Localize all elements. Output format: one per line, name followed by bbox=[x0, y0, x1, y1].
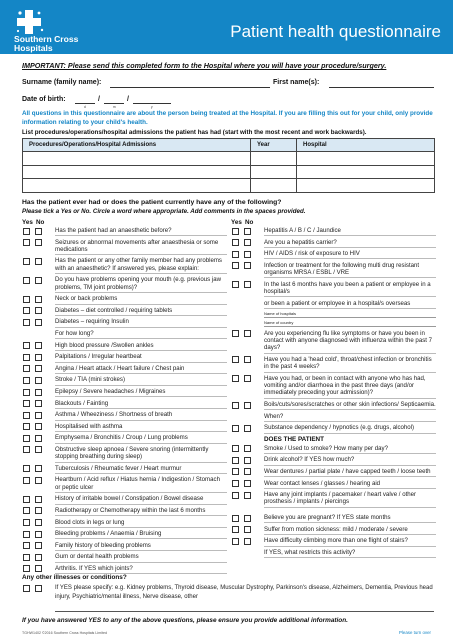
other-illnesses-answer-line[interactable] bbox=[55, 611, 434, 612]
yes-checkbox[interactable] bbox=[232, 526, 239, 533]
question-text: Family history of bleeding problems bbox=[55, 542, 227, 551]
no-checkbox[interactable] bbox=[244, 402, 251, 409]
question-text: Obstructive sleep apnoea / Severe snoring (intermittently stopping breathing during sleep) bbox=[55, 446, 227, 463]
no-header-right: No bbox=[245, 219, 254, 226]
question-row bbox=[22, 365, 227, 374]
surname-label: Surname (family name): bbox=[22, 79, 102, 86]
yes-checkbox[interactable] bbox=[23, 319, 30, 326]
table-cell[interactable] bbox=[251, 165, 297, 179]
yes-checkbox[interactable] bbox=[23, 377, 30, 384]
question-text: Diabetes – diet controlled / requiring tablets bbox=[55, 307, 227, 316]
header-banner bbox=[0, 0, 453, 54]
no-checkbox[interactable] bbox=[35, 531, 42, 538]
question-text: HIV / AIDS / risk of exposure to HIV bbox=[264, 250, 436, 259]
question-row bbox=[231, 262, 436, 279]
no-checkbox[interactable] bbox=[35, 228, 42, 235]
question-text: Stroke / TIA (mini strokes) bbox=[55, 376, 227, 385]
other-illnesses-text: If YES please specify: e.g. Kidney problems, Thyroid disease, Muscular Dystrophy, Parkinson's disease, Alzheimers, Dementia, Previous head injury, Psychiatric/mental illness, Nerve disease, other bbox=[55, 585, 433, 600]
yes-checkbox[interactable] bbox=[232, 375, 239, 382]
question-row bbox=[22, 239, 227, 256]
no-checkbox[interactable] bbox=[35, 319, 42, 326]
no-checkbox[interactable] bbox=[35, 307, 42, 314]
yes-checkbox[interactable] bbox=[23, 565, 30, 572]
question-text: Have difficulty climbing more than one flight of stairs? bbox=[264, 537, 436, 546]
no-checkbox[interactable] bbox=[35, 296, 42, 303]
yes-checkbox[interactable] bbox=[232, 492, 239, 499]
question-row bbox=[22, 423, 227, 432]
yes-checkbox[interactable] bbox=[23, 542, 30, 549]
no-checkbox[interactable] bbox=[35, 519, 42, 526]
question-text: Has the patient or any other family member had any problems with an anaesthetic? If answered yes, please explain: bbox=[55, 257, 227, 274]
procedures-table bbox=[22, 138, 435, 193]
table-header-hospital: Hospital bbox=[297, 139, 435, 152]
yes-checkbox[interactable] bbox=[232, 251, 239, 258]
yes-checkbox[interactable] bbox=[232, 262, 239, 269]
question-text: Seizures or abnormal movements after anaesthesia or some medications bbox=[55, 239, 227, 256]
table-header-year: Year bbox=[251, 139, 297, 152]
brand-name-line2: Hospitals bbox=[14, 43, 53, 53]
question-text: Infection or treatment for the following multi drug resistant organisms MRSA / ESBL / VRE bbox=[264, 262, 436, 279]
other-illnesses-title: Any other illnesses or conditions? bbox=[22, 574, 127, 581]
question-text: Hepatitis A / B / C / Jaundice bbox=[264, 227, 436, 236]
no-checkbox[interactable] bbox=[244, 262, 251, 269]
other-illnesses-row bbox=[22, 584, 434, 601]
dob-hint-month: m bbox=[113, 105, 116, 109]
question-row bbox=[22, 307, 227, 316]
question-row bbox=[231, 250, 436, 259]
yes-checkbox[interactable] bbox=[23, 412, 30, 419]
question-row bbox=[22, 446, 227, 463]
question-text: Have you had, or been in contact with anyone who has had, vomiting and/or diarrhoea in the past three days (and/or immediately preceding your admission)? bbox=[264, 375, 436, 399]
no-checkbox[interactable] bbox=[35, 446, 42, 453]
table-header-procedures: Procedures/Operations/Hospital Admissions bbox=[23, 139, 251, 152]
question-row bbox=[22, 400, 227, 409]
question-row bbox=[22, 257, 227, 274]
yes-header-right: Yes bbox=[231, 219, 242, 226]
question-row bbox=[22, 318, 227, 327]
question-row bbox=[22, 542, 227, 551]
name-of-hospitals-field[interactable]: Name of hospitals bbox=[264, 311, 436, 318]
yes-checkbox[interactable] bbox=[23, 554, 30, 561]
table-cell[interactable] bbox=[297, 179, 435, 193]
no-checkbox[interactable] bbox=[35, 435, 42, 442]
table-cell[interactable] bbox=[251, 152, 297, 166]
question-text: Do you have problems opening your mouth (e.g. previous jaw problems, TM joint problems)? bbox=[55, 276, 227, 293]
question-text: Blackouts / Fainting bbox=[55, 400, 227, 409]
dob-hint-day: d bbox=[84, 105, 86, 109]
yes-checkbox[interactable] bbox=[23, 277, 30, 284]
question-row bbox=[231, 401, 436, 410]
yes-checkbox[interactable] bbox=[23, 400, 30, 407]
question-row bbox=[231, 456, 436, 465]
followup-text[interactable]: If YES, what restricts this activity? bbox=[264, 549, 436, 558]
table-header-row bbox=[23, 139, 435, 152]
question-text: Neck or back problems bbox=[55, 295, 227, 304]
yes-checkbox[interactable] bbox=[23, 585, 30, 592]
page-title: Patient health questionnaire bbox=[230, 22, 441, 41]
question-row bbox=[22, 519, 227, 528]
question-text: Hospitalised with asthma bbox=[55, 423, 227, 432]
question-row bbox=[22, 342, 227, 351]
no-checkbox[interactable] bbox=[244, 251, 251, 258]
questions-right-column bbox=[231, 227, 436, 560]
yes-checkbox[interactable] bbox=[23, 258, 30, 265]
no-checkbox[interactable] bbox=[35, 477, 42, 484]
question-row bbox=[22, 507, 227, 516]
no-checkbox[interactable] bbox=[244, 468, 251, 475]
questions-title: Has the patient ever had or does the patient currently have any of the following? bbox=[22, 199, 282, 206]
no-checkbox[interactable] bbox=[35, 354, 42, 361]
question-row bbox=[22, 330, 227, 339]
yes-checkbox[interactable] bbox=[23, 446, 30, 453]
question-row bbox=[231, 356, 436, 373]
question-text: In the last 6 months have you been a patient or employee in a hospital/s bbox=[264, 281, 436, 298]
no-checkbox[interactable] bbox=[244, 457, 251, 464]
question-text: Gum or dental health problems bbox=[55, 553, 227, 562]
important-notice: IMPORTANT: Please send this completed form to the Hospital where you will have your procedure/surgery. bbox=[22, 61, 387, 70]
no-checkbox[interactable] bbox=[35, 239, 42, 246]
question-row bbox=[22, 434, 227, 443]
yes-checkbox[interactable] bbox=[232, 468, 239, 475]
question-row bbox=[22, 388, 227, 397]
no-checkbox[interactable] bbox=[35, 277, 42, 284]
question-text: Bleeding problems / Anaemia / Bruising bbox=[55, 530, 227, 539]
no-checkbox[interactable] bbox=[35, 377, 42, 384]
yes-checkbox[interactable] bbox=[23, 239, 30, 246]
final-note: If you have answered YES to any of the above questions, please ensure you provide additional information. bbox=[22, 617, 348, 624]
dob-hint-year: y bbox=[151, 105, 153, 109]
no-checkbox[interactable] bbox=[244, 526, 251, 533]
question-row bbox=[231, 549, 436, 558]
no-checkbox[interactable] bbox=[35, 423, 42, 430]
no-header-left: No bbox=[36, 219, 45, 226]
no-checkbox[interactable] bbox=[35, 507, 42, 514]
question-text: High blood pressure /Swollen ankles bbox=[55, 342, 227, 351]
no-checkbox[interactable] bbox=[35, 400, 42, 407]
no-checkbox[interactable] bbox=[35, 365, 42, 372]
question-row bbox=[22, 295, 227, 304]
question-text: Are you a hepatitis carrier? bbox=[264, 239, 436, 248]
question-row bbox=[22, 565, 227, 574]
question-row bbox=[22, 465, 227, 474]
yes-checkbox[interactable] bbox=[232, 457, 239, 464]
table-cell[interactable] bbox=[297, 165, 435, 179]
dob-separator: / bbox=[127, 96, 129, 103]
no-checkbox[interactable] bbox=[244, 330, 251, 337]
question-row bbox=[231, 537, 436, 546]
name-of-country-field[interactable]: Name of country bbox=[264, 320, 436, 327]
question-row bbox=[22, 530, 227, 539]
followup-row bbox=[231, 311, 436, 318]
no-checkbox[interactable] bbox=[244, 425, 251, 432]
yes-checkbox[interactable] bbox=[23, 342, 30, 349]
yes-checkbox[interactable] bbox=[232, 356, 239, 363]
question-row bbox=[231, 330, 436, 354]
no-checkbox[interactable] bbox=[244, 515, 251, 522]
question-row bbox=[231, 281, 436, 298]
question-text: Smoke / Used to smoke? How many per day? bbox=[264, 445, 436, 454]
question-row bbox=[22, 276, 227, 293]
dob-day-field[interactable] bbox=[75, 103, 95, 104]
table-cell[interactable] bbox=[23, 179, 251, 193]
followup-text[interactable]: For how long? bbox=[55, 330, 227, 339]
question-text: History of irritable bowel / Constipation / Bowel disease bbox=[55, 495, 227, 504]
dob-year-field[interactable] bbox=[133, 103, 171, 104]
table-cell[interactable] bbox=[251, 179, 297, 193]
yes-checkbox[interactable] bbox=[23, 507, 30, 514]
question-row bbox=[231, 413, 436, 422]
yes-checkbox[interactable] bbox=[232, 402, 239, 409]
yes-checkbox[interactable] bbox=[23, 465, 30, 472]
yes-checkbox[interactable] bbox=[232, 330, 239, 337]
question-text: Suffer from motion sickness: mild / moderate / severe bbox=[264, 526, 436, 535]
table-row[interactable] bbox=[23, 165, 435, 179]
question-text: Drink alcohol? If YES how much? bbox=[264, 456, 436, 465]
question-text: or been a patient or employee in a hospital/s overseas bbox=[264, 300, 436, 309]
no-checkbox[interactable] bbox=[244, 480, 251, 487]
question-text: Radiotherapy or Chemotherapy within the last 6 months bbox=[55, 507, 227, 516]
table-cell[interactable] bbox=[23, 152, 251, 166]
dob-month-field[interactable] bbox=[104, 103, 124, 104]
followup-row bbox=[231, 320, 436, 327]
question-row bbox=[231, 424, 436, 433]
no-checkbox[interactable] bbox=[244, 239, 251, 246]
question-text: Epilepsy / Severe headaches / Migraines bbox=[55, 388, 227, 397]
no-checkbox[interactable] bbox=[244, 538, 251, 545]
followup-text[interactable]: When? bbox=[264, 413, 436, 422]
no-checkbox[interactable] bbox=[35, 565, 42, 572]
questions-left-column bbox=[22, 227, 227, 577]
table-row[interactable] bbox=[23, 152, 435, 166]
yes-checkbox[interactable] bbox=[23, 477, 30, 484]
no-checkbox[interactable] bbox=[244, 356, 251, 363]
question-row bbox=[231, 375, 436, 399]
question-text: Blood clots in legs or lung bbox=[55, 519, 227, 528]
yes-checkbox[interactable] bbox=[232, 239, 239, 246]
yes-checkbox[interactable] bbox=[23, 389, 30, 396]
yes-checkbox[interactable] bbox=[23, 531, 30, 538]
no-checkbox[interactable] bbox=[35, 465, 42, 472]
question-text: Wear contact lenses / glasses / hearing aid bbox=[264, 480, 436, 489]
yes-checkbox[interactable] bbox=[232, 480, 239, 487]
question-text: Arthritis. If YES which joints? bbox=[55, 565, 227, 574]
question-text: Palpitations / Irregular heartbeat bbox=[55, 353, 227, 362]
question-text: Has the patient had an anaesthetic before? bbox=[55, 227, 227, 236]
question-row bbox=[22, 411, 227, 420]
no-checkbox[interactable] bbox=[35, 542, 42, 549]
no-checkbox[interactable] bbox=[244, 445, 251, 452]
question-text: Heartburn / Acid reflux / Hiatus hernia / Indigestion / Stomach or peptic ulcer bbox=[55, 476, 227, 493]
question-row bbox=[231, 468, 436, 477]
dob-label: Date of birth: bbox=[22, 96, 66, 103]
dob-separator: / bbox=[98, 96, 100, 103]
question-row bbox=[22, 227, 227, 236]
question-text: Have you had a 'head cold', throat/chest infection or bronchitis in the past 4 weeks? bbox=[264, 356, 436, 373]
footer-code: TGHW1402 ©2016 Southern Cross Hospitals Limited bbox=[22, 631, 107, 635]
yes-checkbox[interactable] bbox=[23, 354, 30, 361]
no-checkbox[interactable] bbox=[35, 554, 42, 561]
yes-checkbox[interactable] bbox=[23, 435, 30, 442]
question-row bbox=[231, 491, 436, 508]
yes-checkbox[interactable] bbox=[23, 365, 30, 372]
no-checkbox[interactable] bbox=[35, 389, 42, 396]
no-checkbox[interactable] bbox=[244, 228, 251, 235]
question-text: Emphysema / Bronchitis / Croup / Lung problems bbox=[55, 434, 227, 443]
yes-checkbox[interactable] bbox=[23, 519, 30, 526]
table-row[interactable] bbox=[23, 179, 435, 193]
question-text: Boils/cuts/sores/scratches or other skin infections/ Septicaemia. bbox=[264, 401, 436, 410]
question-row bbox=[231, 445, 436, 454]
does-the-patient-heading: DOES THE PATIENT bbox=[264, 435, 324, 443]
yes-checkbox[interactable] bbox=[232, 515, 239, 522]
first-name-label: First name(s): bbox=[273, 79, 320, 86]
question-row bbox=[22, 353, 227, 362]
question-row bbox=[22, 553, 227, 562]
question-text: Angina / Heart attack / Heart failure / Chest pain bbox=[55, 365, 227, 374]
question-text: Believe you are pregnant? If YES state months bbox=[264, 514, 436, 523]
yes-checkbox[interactable] bbox=[232, 445, 239, 452]
yes-checkbox[interactable] bbox=[23, 228, 30, 235]
question-text: Asthma / Wheeziness / Shortness of breath bbox=[55, 411, 227, 420]
no-checkbox[interactable] bbox=[35, 258, 42, 265]
yes-checkbox[interactable] bbox=[23, 307, 30, 314]
no-checkbox[interactable] bbox=[35, 496, 42, 503]
question-text: Tuberculosis / Rheumatic fever / Heart murmur bbox=[55, 465, 227, 474]
question-text: Substance dependency / hypnotics (e.g. drugs, alcohol) bbox=[264, 424, 436, 433]
question-row bbox=[22, 495, 227, 504]
question-text: Wear dentures / partial plate / have capped teeth / loose teeth bbox=[264, 468, 436, 477]
list-instruction: List procedures/operations/hospital admissions the patient has had (start with the most recent and work backwards). bbox=[22, 129, 367, 136]
yes-checkbox[interactable] bbox=[23, 496, 30, 503]
question-text: Diabetes – requiring Insulin bbox=[55, 318, 227, 327]
no-checkbox[interactable] bbox=[35, 585, 42, 592]
yes-checkbox[interactable] bbox=[232, 538, 239, 545]
question-row bbox=[231, 514, 436, 523]
yes-header-left: Yes bbox=[22, 219, 33, 226]
question-row bbox=[231, 239, 436, 248]
no-checkbox[interactable] bbox=[244, 375, 251, 382]
southern-cross-logo-icon bbox=[12, 10, 48, 36]
no-checkbox[interactable] bbox=[35, 342, 42, 349]
yes-checkbox[interactable] bbox=[23, 423, 30, 430]
question-text: Have any joint implants / pacemaker / heart valve / other prosthesis / implants / piercings bbox=[264, 491, 436, 508]
brand-name-line1: Southern Cross bbox=[14, 34, 79, 44]
yes-checkbox[interactable] bbox=[232, 425, 239, 432]
question-row bbox=[22, 476, 227, 493]
question-row bbox=[231, 526, 436, 535]
yes-checkbox[interactable] bbox=[232, 281, 239, 288]
question-text: Are you experiencing flu like symptoms or have you been in contact with anyone diagnosed with influenza within the past 7 days? bbox=[264, 330, 436, 354]
no-checkbox[interactable] bbox=[244, 281, 251, 288]
first-name-field[interactable] bbox=[329, 87, 434, 88]
no-checkbox[interactable] bbox=[244, 492, 251, 499]
surname-field[interactable] bbox=[110, 87, 270, 88]
yes-checkbox[interactable] bbox=[23, 296, 30, 303]
no-checkbox[interactable] bbox=[35, 412, 42, 419]
please-turn-over-link: Please turn over bbox=[399, 630, 431, 635]
question-row bbox=[231, 480, 436, 489]
table-cell[interactable] bbox=[297, 152, 435, 166]
question-row bbox=[22, 376, 227, 385]
questions-subtitle: Please tick a Yes or No. Circle a word where appropriate. Add comments in the spaces provided. bbox=[22, 208, 306, 215]
question-row bbox=[231, 300, 436, 309]
info-note: All questions in this questionnaire are about the person being treated at the Hospital. If you are filling this out for your child, only provide information relating to your child's health. bbox=[22, 110, 433, 126]
question-row bbox=[231, 227, 436, 236]
yes-checkbox[interactable] bbox=[232, 228, 239, 235]
table-cell[interactable] bbox=[23, 165, 251, 179]
